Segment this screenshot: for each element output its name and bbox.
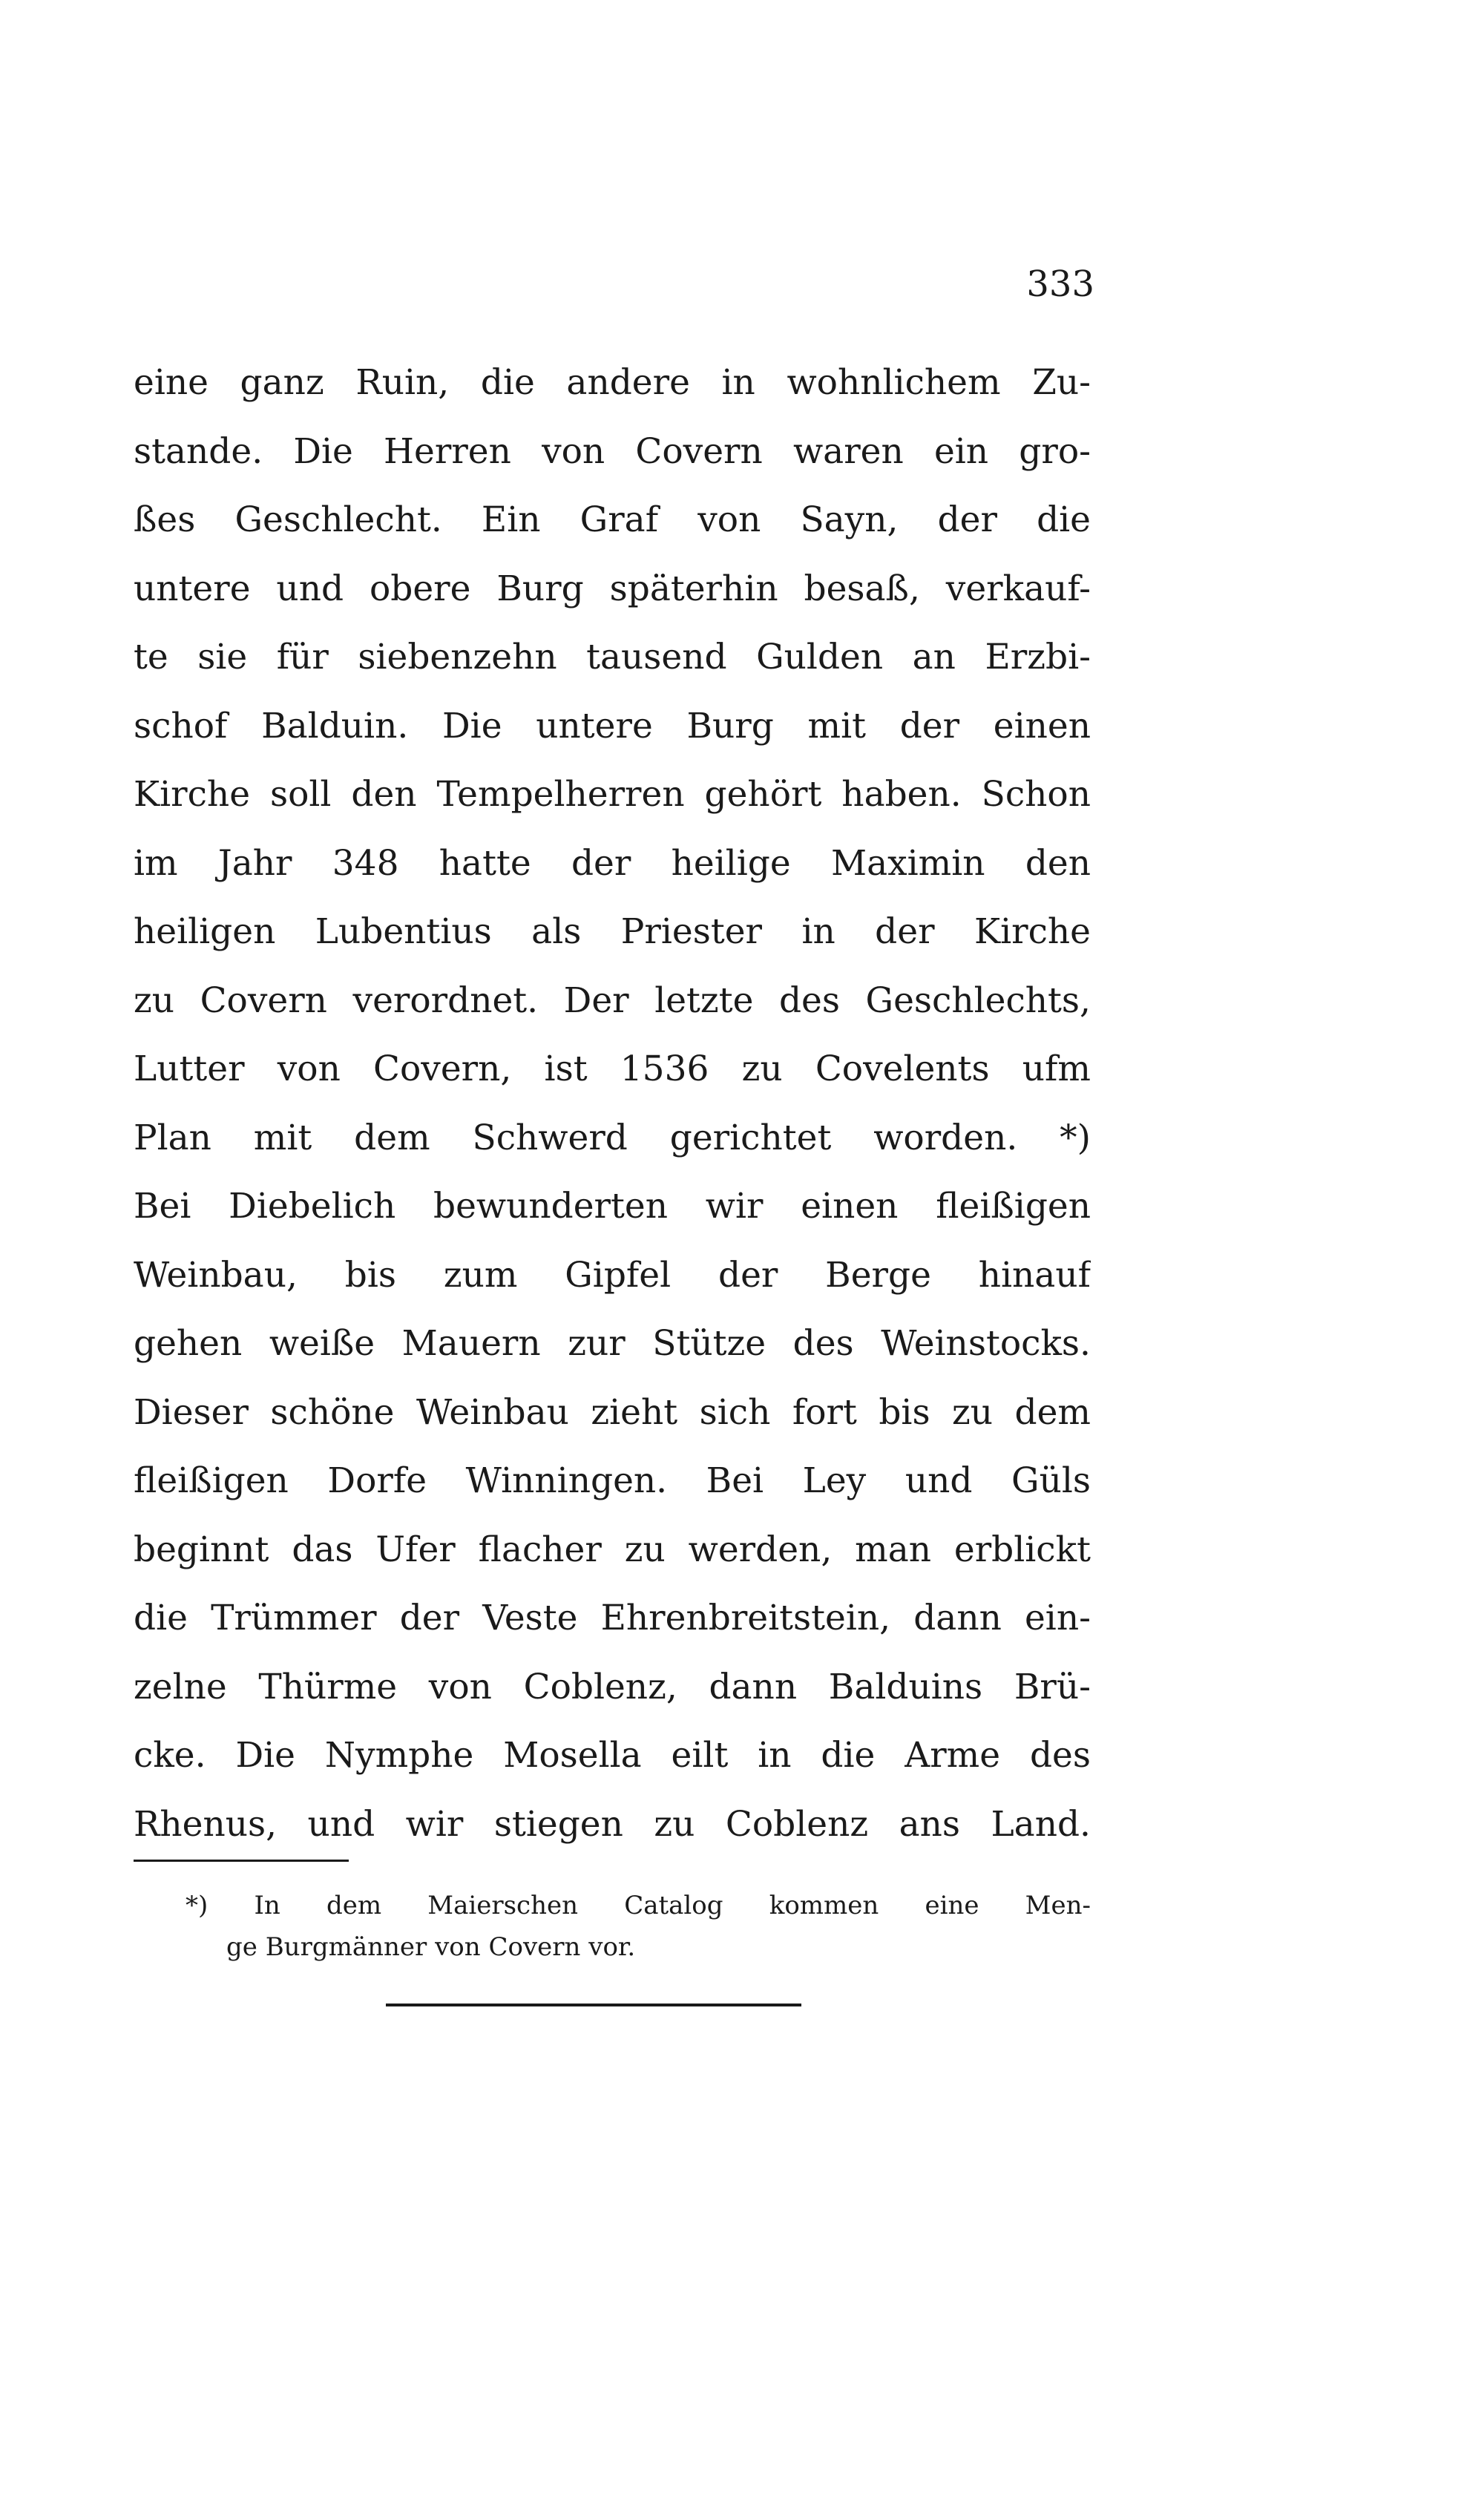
body-text [134, 349, 1091, 1859]
text-line: fleißigen Dorfe Winningen. Bei Ley und Güls [134, 1460, 1091, 1501]
text-line: Dieser schöne Weinbau zieht sich fort bis zu dem [134, 1391, 1091, 1433]
end-rule [386, 2004, 801, 2006]
text-line: eine ganz Ruin, die andere in wohnlichem Zu- [134, 362, 1091, 403]
footnote [186, 1885, 1091, 1968]
text-line: Weinbau, bis zum Gipfel der Berge hinauf [134, 1254, 1091, 1296]
text-line: ßes Geschlecht. Ein Graf von Sayn, der die [134, 499, 1091, 540]
text-line: Bei Diebelich bewunderten wir einen fleißigen [134, 1186, 1091, 1227]
page-number: 333 [1026, 263, 1094, 305]
footnote-line: ge Burgmänner von Covern vor. [226, 1932, 636, 1962]
text-line: im Jahr 348 hatte der heilige Maximin den [134, 842, 1091, 884]
text-line: zu Covern verordnet. Der letzte des Geschlechts, [134, 979, 1091, 1021]
text-line: Kirche soll den Tempelherren gehört haben. Schon [134, 774, 1091, 815]
text-line: te sie für siebenzehn tausend Gulden an Erzbi- [134, 637, 1091, 677]
text-line: Lutter von Covern, ist 1536 zu Covelents ufm [134, 1049, 1091, 1089]
text-line: Plan mit dem Schwerd gerichtet worden. *) [134, 1117, 1091, 1158]
text-line: beginnt das Ufer flacher zu werden, man erblickt [134, 1529, 1091, 1570]
text-line: zelne Thürme von Coblenz, dann Balduins Brü- [134, 1666, 1091, 1707]
footnote-line: *) In dem Maierschen Catalog kommen eine Men- [186, 1891, 1091, 1920]
footnote-separator [134, 1860, 349, 1862]
text-line: cke. Die Nymphe Mosella eilt in die Arme des [134, 1735, 1091, 1776]
text-line: die Trümmer der Veste Ehrenbreitstein, dann ein- [134, 1598, 1091, 1638]
text-line: schof Balduin. Die untere Burg mit der einen [134, 705, 1091, 746]
text-line: Rhenus, und wir stiegen zu Coblenz ans Land. [134, 1803, 1091, 1845]
text-line: stande. Die Herren von Covern waren ein gro- [134, 430, 1091, 472]
text-line: gehen weiße Mauern zur Stütze des Weinstocks. [134, 1323, 1091, 1364]
text-line: untere und obere Burg späterhin besaß, verkauf- [134, 568, 1091, 609]
text-line: heiligen Lubentius als Priester in der Kirche [134, 911, 1091, 952]
